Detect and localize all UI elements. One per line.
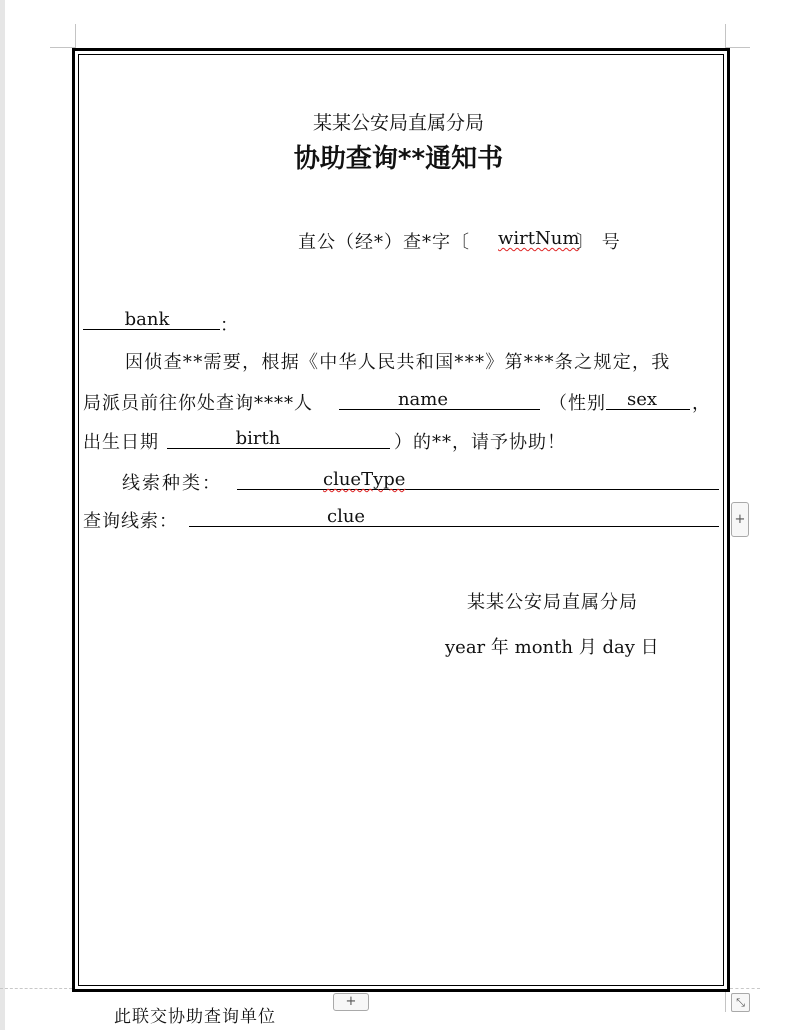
clue-field[interactable]: clue <box>327 506 366 527</box>
name-field[interactable]: name <box>397 389 449 410</box>
issuer-name: 某某公安局直属分局 <box>312 112 484 134</box>
day-field[interactable]: day <box>602 637 635 658</box>
resize-handle-icon[interactable]: ⤡ <box>731 993 750 1012</box>
crop-mark <box>0 988 72 989</box>
clue-type-field[interactable]: clueType <box>323 469 406 490</box>
add-section-button[interactable]: + <box>333 993 369 1011</box>
body-line-2-prefix: 局派员前往你处查询****人 <box>83 393 313 414</box>
month-unit: 月 <box>578 637 597 658</box>
sex-field[interactable]: sex <box>626 389 658 410</box>
crop-mark <box>725 992 726 1012</box>
crop-mark <box>725 24 726 48</box>
birth-field[interactable]: birth <box>235 428 281 449</box>
doc-number-value[interactable]: wirtNum <box>498 228 580 249</box>
body-line-3-suffix: ）的**，请予协助！ <box>394 432 566 453</box>
comma: ， <box>692 393 711 414</box>
signature-date <box>445 633 659 659</box>
add-row-button[interactable]: + <box>731 502 749 537</box>
year-field[interactable]: year <box>445 637 486 658</box>
clue-type-label: 线索种类： <box>122 473 222 494</box>
signature-issuer: 某某公安局直属分局 <box>467 592 638 613</box>
doc-number-suffix: 〕 号 <box>576 232 621 253</box>
recipient-field[interactable]: bank <box>124 309 170 330</box>
document-title: 协助查询**通知书 <box>293 144 504 174</box>
footer-note: 此联交协助查询单位 <box>114 1007 276 1027</box>
crop-mark <box>75 24 76 48</box>
recipient-colon: ： <box>220 315 239 336</box>
doc-number-prefix: 直公（经*）查*字〔 <box>298 232 470 253</box>
clue-underline <box>189 526 719 527</box>
crop-mark <box>730 988 760 989</box>
day-unit: 日 <box>640 637 659 658</box>
year-unit: 年 <box>490 637 509 658</box>
body-line-1: 因侦查**需要，根据《中华人民共和国***》第***条之规定，我 <box>125 352 671 373</box>
month-field[interactable]: month <box>514 637 573 658</box>
clue-type-underline <box>237 489 719 490</box>
clue-label: 查询线索： <box>83 511 178 532</box>
gender-label: （性别 <box>549 393 606 414</box>
birth-label: 出生日期 <box>83 432 159 453</box>
